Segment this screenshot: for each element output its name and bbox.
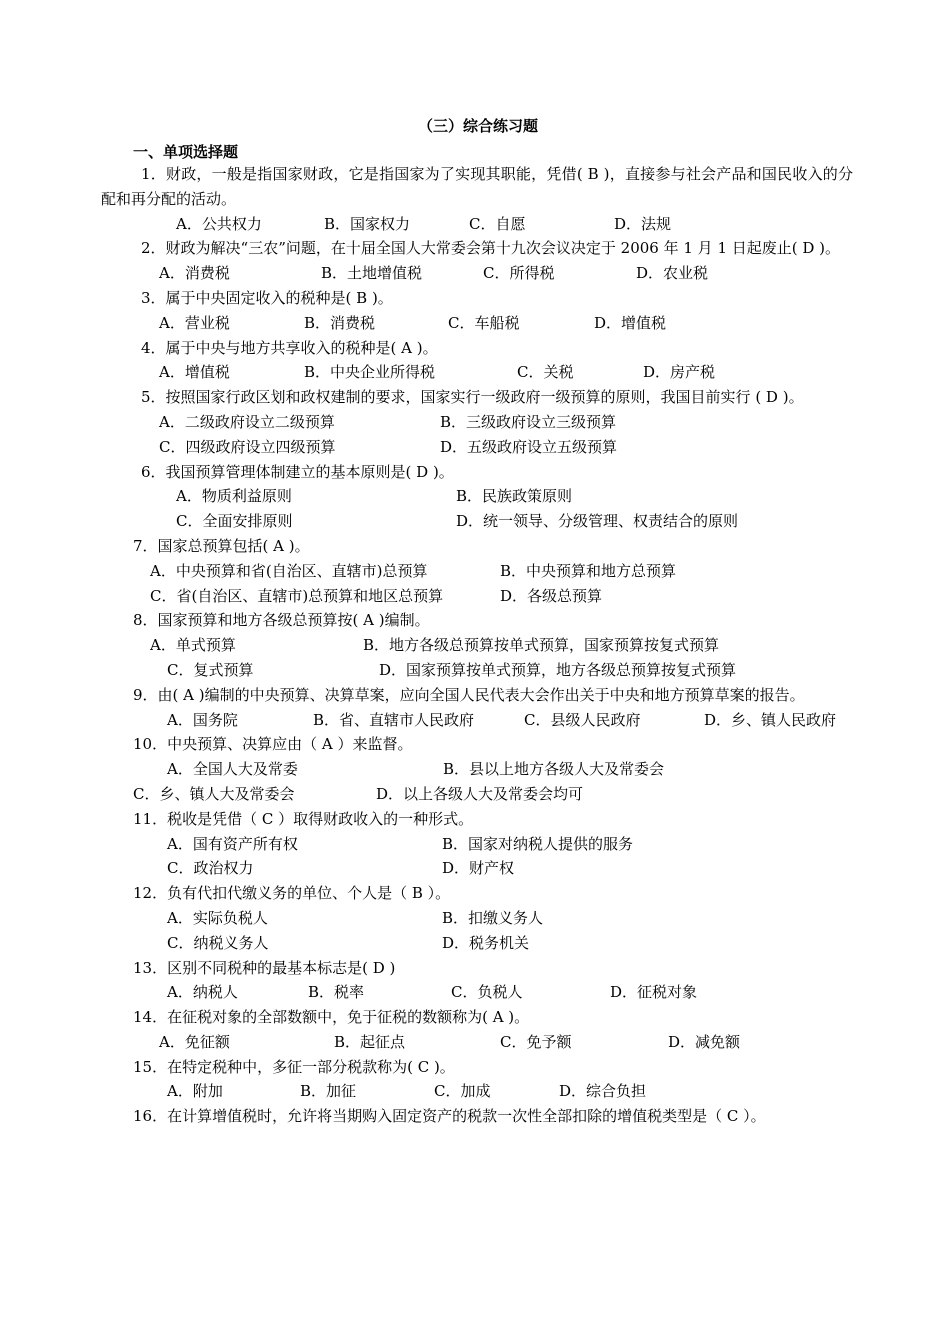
option-a: A．物质利益原则 <box>176 487 292 506</box>
option-c: C．纳税义务人 <box>167 933 269 952</box>
question-stem: 3．属于中央固定收入的税种是( B )。 <box>141 288 393 307</box>
option-a: A．国有资产所有权 <box>167 834 298 853</box>
option-a: A．纳税人 <box>167 983 238 1002</box>
option-row <box>101 360 853 385</box>
question-stem: 12．负有代扣代缴义务的单位、个人是（ B ）。 <box>133 884 451 903</box>
option-a: A．公共权力 <box>176 214 262 233</box>
option-c: C．车船税 <box>448 313 520 332</box>
option-d: D．农业税 <box>636 264 709 283</box>
option-b: B．国家对纳税人提供的服务 <box>442 834 634 853</box>
option-b: B．民族政策原则 <box>456 487 573 506</box>
question-stem: 4．属于中央与地方共享收入的税种是( A )。 <box>141 338 438 357</box>
option-b: B．消费税 <box>304 313 376 332</box>
option-d: D．各级总预算 <box>500 586 603 605</box>
option-row <box>101 757 853 782</box>
question-15 <box>101 1055 853 1105</box>
question-3 <box>101 286 853 336</box>
question-16 <box>101 1104 853 1129</box>
option-a: A．免征额 <box>159 1032 230 1051</box>
option-c: C．政治权力 <box>167 859 254 878</box>
option-a: A．单式预算 <box>150 636 236 655</box>
option-row <box>101 311 853 336</box>
option-d: D．增值税 <box>594 313 667 332</box>
option-row <box>101 261 853 286</box>
option-row <box>101 559 853 584</box>
option-c: C．县级人民政府 <box>524 710 641 729</box>
option-d: D．税务机关 <box>442 933 530 952</box>
option-d: D．综合负担 <box>559 1082 647 1101</box>
option-b: B．三级政府设立三级预算 <box>440 412 617 431</box>
question-list <box>101 162 853 1129</box>
option-b: B．土地增值税 <box>321 264 423 283</box>
section-heading: 一、单项选择题 <box>133 143 239 161</box>
option-row <box>101 658 853 683</box>
option-b: B．扣缴义务人 <box>442 908 544 927</box>
question-stem: 15．在特定税种中，多征一部分税款称为( C )。 <box>133 1057 455 1076</box>
option-c: C．自愿 <box>469 214 526 233</box>
question-stem: 7．国家总预算包括( A )。 <box>133 536 310 555</box>
option-b: B．中央企业所得税 <box>304 363 436 382</box>
option-c: C．全面安排原则 <box>176 512 293 531</box>
question-stem: 14．在征税对象的全部数额中，免于征税的数额称为( A )。 <box>133 1008 530 1027</box>
option-c: C．省(自治区、直辖市)总预算和地区总预算 <box>150 586 444 605</box>
question-stem: 1．财政，一般是指国家财政，它是指国家为了实现其职能，凭借( B )，直接参与社会产品和国民收入的分配和再分配的活动。 <box>101 165 853 208</box>
option-d: D．统一领导、分级管理、权责结合的原则 <box>456 512 739 531</box>
question-14 <box>101 1005 853 1055</box>
question-stem: 5．按照国家行政区划和政权建制的要求，国家实行一级政府一级预算的原则，我国目前实行 ( D )。 <box>141 388 804 407</box>
option-row <box>101 435 853 460</box>
option-b: B．地方各级总预算按单式预算，国家预算按复式预算 <box>363 636 720 655</box>
question-stem: 13．区别不同税种的最基本标志是( D ) <box>133 958 396 977</box>
option-c: C．免予额 <box>500 1032 572 1051</box>
question-12 <box>101 881 853 955</box>
option-row <box>101 1030 853 1055</box>
option-a: A．增值税 <box>159 363 230 382</box>
option-d: D．减免额 <box>668 1032 741 1051</box>
option-a: A．实际负税人 <box>167 908 268 927</box>
option-a: A．全国人大及常委 <box>167 760 298 779</box>
option-row <box>101 708 853 733</box>
question-stem: 9．由( A )编制的中央预算、决算草案，应向全国人民代表大会作出关于中央和地方预算草案的报告。 <box>133 685 805 704</box>
option-c: C．所得税 <box>483 264 555 283</box>
option-b: B．国家权力 <box>324 214 411 233</box>
option-c: C．加成 <box>434 1082 491 1101</box>
option-a: A．中央预算和省(自治区、直辖市)总预算 <box>150 561 428 580</box>
question-8 <box>101 608 853 682</box>
option-d: D．国家预算按单式预算，地方各级总预算按复式预算 <box>379 660 737 679</box>
option-a: A．消费税 <box>159 264 230 283</box>
question-stem: 6．我国预算管理体制建立的基本原则是( D )。 <box>141 462 454 481</box>
option-b: B．税率 <box>308 983 365 1002</box>
option-row <box>101 906 853 931</box>
option-a: A．二级政府设立二级预算 <box>159 412 335 431</box>
question-4 <box>101 336 853 386</box>
question-1 <box>101 162 853 236</box>
page-title: （三）综合练习题 <box>417 117 538 135</box>
option-row <box>101 633 853 658</box>
question-7 <box>101 534 853 608</box>
question-stem: 11．税收是凭借（ C ）取得财政收入的一种形式。 <box>133 809 474 828</box>
option-a: A．国务院 <box>167 710 238 729</box>
question-2 <box>101 236 853 286</box>
option-c: C．负税人 <box>451 983 523 1002</box>
question-stem: 8．国家预算和地方各级总预算按( A )编制。 <box>133 611 430 630</box>
option-d: D．以上各级人大及常委会均可 <box>376 784 584 803</box>
option-row <box>101 856 853 881</box>
question-stem: 2．财政为解决“三农”问题，在十届全国人大常委会第十九次会议决定于 2006 年 1 月 1 日起废止( D )。 <box>141 239 841 258</box>
option-row <box>101 509 853 534</box>
option-b: B．起征点 <box>334 1032 406 1051</box>
option-row <box>101 782 853 807</box>
option-row <box>101 410 853 435</box>
option-d: D．财产权 <box>442 859 515 878</box>
option-c: C．复式预算 <box>167 660 254 679</box>
option-row <box>101 832 853 857</box>
option-c: C．关税 <box>517 363 574 382</box>
option-c: C．乡、镇人大及常委会 <box>133 784 295 803</box>
option-row <box>101 212 853 237</box>
option-d: D．乡、镇人民政府 <box>704 710 837 729</box>
option-b: B．省、直辖市人民政府 <box>313 710 475 729</box>
option-b: B．加征 <box>300 1082 357 1101</box>
question-11 <box>101 807 853 881</box>
question-13 <box>101 956 853 1006</box>
question-9 <box>101 683 853 733</box>
option-row <box>101 484 853 509</box>
option-d: D．法规 <box>614 214 672 233</box>
question-stem: 16．在计算增值税时，允许将当期购入固定资产的税款一次性全部扣除的增值税类型是（ C ）。 <box>133 1107 766 1126</box>
option-row <box>101 931 853 956</box>
option-row <box>101 1079 853 1104</box>
question-stem: 10．中央预算、决算应由（ A ）来监督。 <box>133 735 413 754</box>
option-a: A．营业税 <box>159 313 230 332</box>
option-b: B．中央预算和地方总预算 <box>500 561 677 580</box>
option-d: D．征税对象 <box>610 983 698 1002</box>
option-d: D．五级政府设立五级预算 <box>440 437 618 456</box>
option-c: C．四级政府设立四级预算 <box>159 437 336 456</box>
question-6 <box>101 460 853 534</box>
option-a: A．附加 <box>167 1082 223 1101</box>
question-10 <box>101 732 853 806</box>
option-b: B．县以上地方各级人大及常委会 <box>443 760 665 779</box>
question-5 <box>101 385 853 459</box>
option-d: D．房产税 <box>643 363 716 382</box>
option-row <box>101 584 853 609</box>
option-row <box>101 980 853 1005</box>
